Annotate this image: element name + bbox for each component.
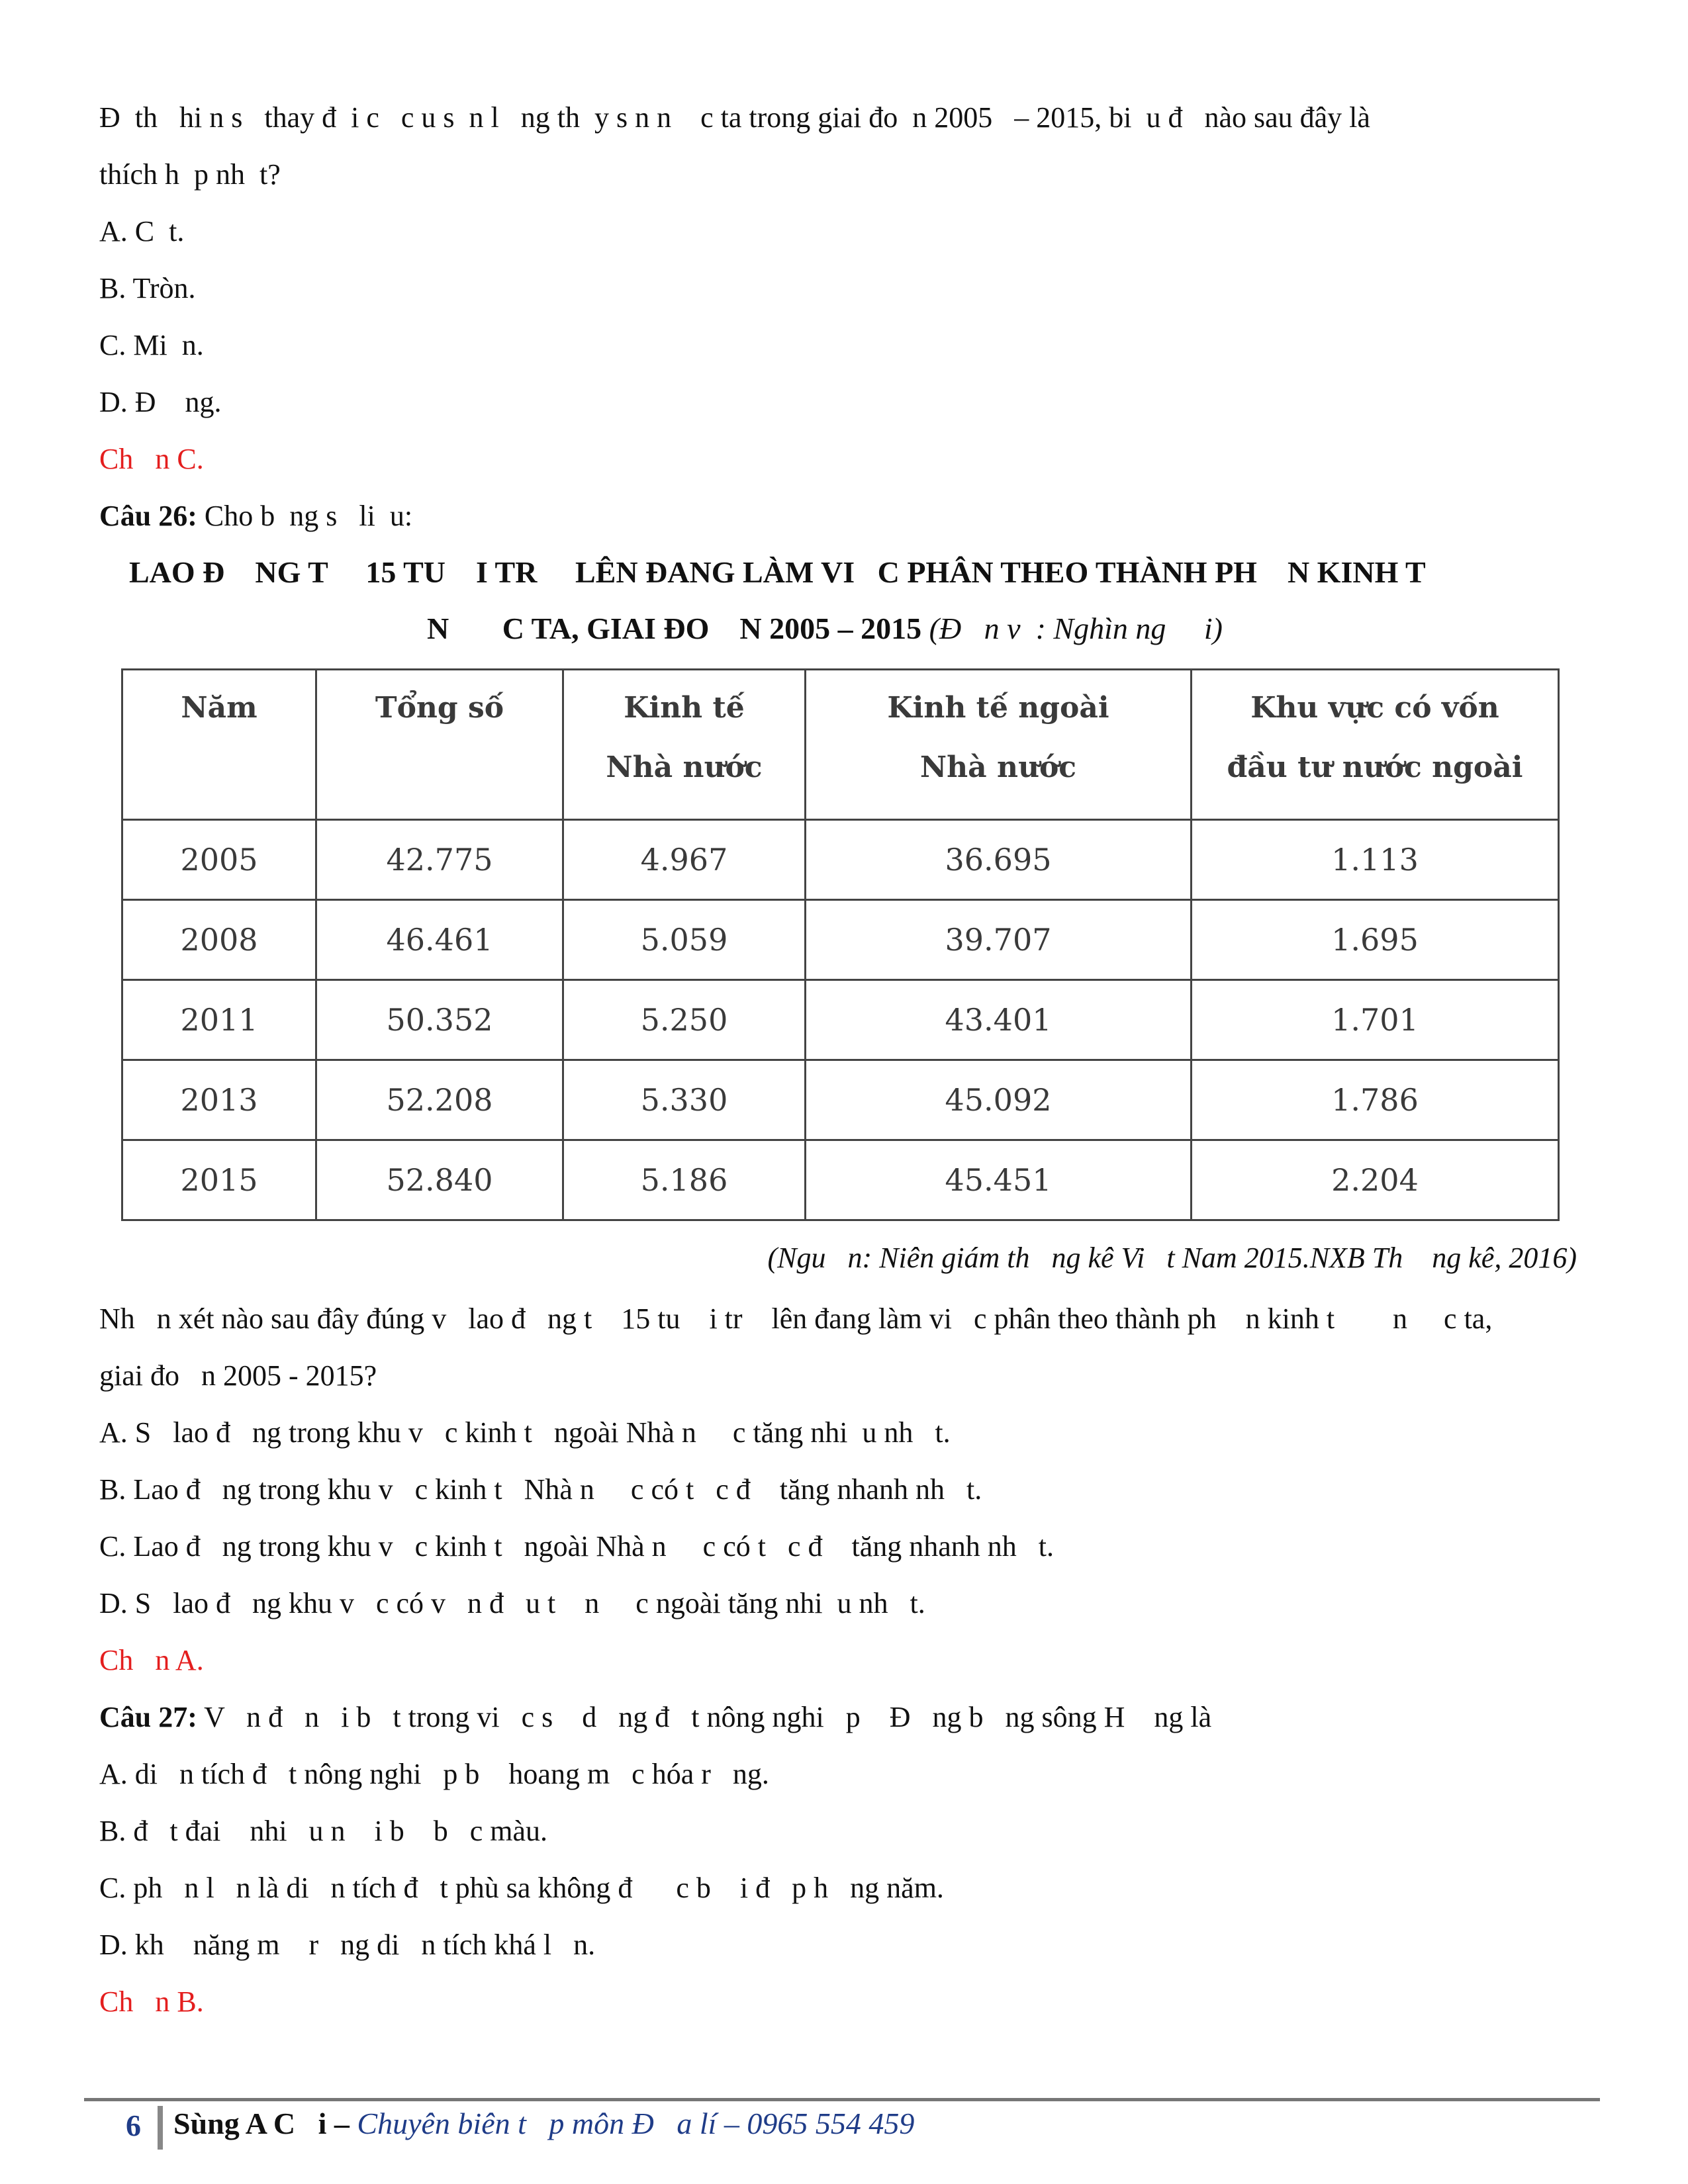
cell-year: 2013 <box>122 1060 316 1140</box>
cell-state: 5.330 <box>563 1060 806 1140</box>
q27-question: V n đ n i b t trong vi c s d ng đ t nông nghi p Đ ng b ng sông H ng là <box>197 1701 1212 1733</box>
header-fdi-sector: Khu vực có vốn đầu tư nước ngoài <box>1192 670 1559 820</box>
q25-option-a: A. C t. <box>99 215 185 248</box>
footer-divider <box>158 2106 163 2150</box>
cell-total: 52.840 <box>316 1140 563 1220</box>
cell-total: 46.461 <box>316 900 563 980</box>
cell-fdi: 2.204 <box>1192 1140 1559 1220</box>
header-total: Tổng số <box>316 670 563 820</box>
q26-intro: Cho b ng s li u: <box>197 500 413 532</box>
cell-non-state: 39.707 <box>806 900 1192 980</box>
table-row <box>122 1140 1559 1220</box>
cell-state: 5.186 <box>563 1140 806 1220</box>
q26-heading <box>99 498 412 535</box>
q25-option-b: B. Tròn. <box>99 272 196 304</box>
cell-state: 5.250 <box>563 980 806 1060</box>
table-row <box>122 1060 1559 1140</box>
table-title-unit: (Đ n v : Nghìn ng i) <box>929 612 1223 645</box>
cell-state: 4.967 <box>563 820 806 900</box>
q27-label: Câu 27: <box>99 1701 197 1733</box>
footer-rule <box>84 2098 1600 2101</box>
q26-option-b: B. Lao đ ng trong khu v c kinh t Nhà n c có t c đ tăng nhanh nh t. <box>99 1473 982 1506</box>
cell-year: 2005 <box>122 820 316 900</box>
q27-answer: Ch n B. <box>99 1985 204 2018</box>
table-source: (Ngu n: Niên giám th ng kê Vi t Nam 2015.NXB Th ng kê, 2016) <box>767 1242 1577 1274</box>
page-number: 6 <box>126 2109 141 2142</box>
table-title-line2 <box>427 609 1223 649</box>
q26-answer: Ch n A. <box>99 1644 204 1676</box>
q25-option-c: C. Mi n. <box>99 329 204 361</box>
header-non-state-sector: Kinh tế ngoài Nhà nước <box>806 670 1192 820</box>
cell-fdi: 1.113 <box>1192 820 1559 900</box>
cell-fdi: 1.695 <box>1192 900 1559 980</box>
q26-option-d: D. S lao đ ng khu v c có v n đ u t n c ngoài tăng nhi u nh t. <box>99 1587 925 1619</box>
footer-credit <box>173 2106 914 2141</box>
table-row <box>122 980 1559 1060</box>
q26-option-c: C. Lao đ ng trong khu v c kinh t ngoài Nhà n c có t c đ tăng nhanh nh t. <box>99 1530 1054 1563</box>
q27-option-b: B. đ t đai nhi u n i b b c màu. <box>99 1815 548 1847</box>
cell-year: 2015 <box>122 1140 316 1220</box>
labor-table <box>121 668 1560 1221</box>
table-row <box>122 820 1559 900</box>
q26-question-line2: giai đo n 2005 - 2015? <box>99 1359 377 1392</box>
cell-state: 5.059 <box>563 900 806 980</box>
header-state-sector: Kinh tế Nhà nước <box>563 670 806 820</box>
cell-total: 52.208 <box>316 1060 563 1140</box>
q27-option-d: D. kh năng m r ng di n tích khá l n. <box>99 1929 596 1961</box>
cell-non-state: 45.451 <box>806 1140 1192 1220</box>
cell-fdi: 1.701 <box>1192 980 1559 1060</box>
cell-fdi: 1.786 <box>1192 1060 1559 1140</box>
cell-year: 2008 <box>122 900 316 980</box>
q27-option-c: C. ph n l n là di n tích đ t phù sa không đ c b i đ p h ng năm. <box>99 1872 944 1904</box>
cell-non-state: 43.401 <box>806 980 1192 1060</box>
table-row <box>122 900 1559 980</box>
cell-total: 50.352 <box>316 980 563 1060</box>
q27-option-a: A. di n tích đ t nông nghi p b hoang m c hóa r ng. <box>99 1758 769 1790</box>
q27-heading <box>99 1699 1211 1736</box>
q26-label: Câu 26: <box>99 500 197 532</box>
footer-author: Sùng A C i – <box>173 2107 357 2140</box>
q26-question-line1: Nh n xét nào sau đây đúng v lao đ ng t 15 tu i tr lên đang làm vi c phân theo thành ph n kinh t n c ta, <box>99 1302 1493 1335</box>
cell-non-state: 36.695 <box>806 820 1192 900</box>
q26-option-a: A. S lao đ ng trong khu v c kinh t ngoài Nhà n c tăng nhi u nh t. <box>99 1416 951 1449</box>
footer-subtitle: Chuyên biên t p môn Đ a lí – 0965 554 459 <box>357 2107 915 2140</box>
header-year: Năm <box>122 670 316 820</box>
table-title-line2-main: N C TA, GIAI ĐO N 2005 – 2015 <box>427 612 929 645</box>
q25-option-d: D. Đ ng. <box>99 386 222 418</box>
cell-total: 42.775 <box>316 820 563 900</box>
q25-answer: Ch n C. <box>99 443 204 475</box>
cell-year: 2011 <box>122 980 316 1060</box>
table-title-line1: LAO Đ NG T 15 TU I TR LÊN ĐANG LÀM VI C PHÂN THEO THÀNH PH N KINH T <box>129 555 1426 589</box>
q25-text-line2: thích h p nh t? <box>99 158 281 191</box>
table-header-row <box>122 670 1559 820</box>
cell-non-state: 45.092 <box>806 1060 1192 1140</box>
q25-text-line1: Đ th hi n s thay đ i c c u s n l ng th y s n n c ta trong giai đo n 2005 – 2015, bi u đ nào sau đây là <box>99 101 1370 134</box>
